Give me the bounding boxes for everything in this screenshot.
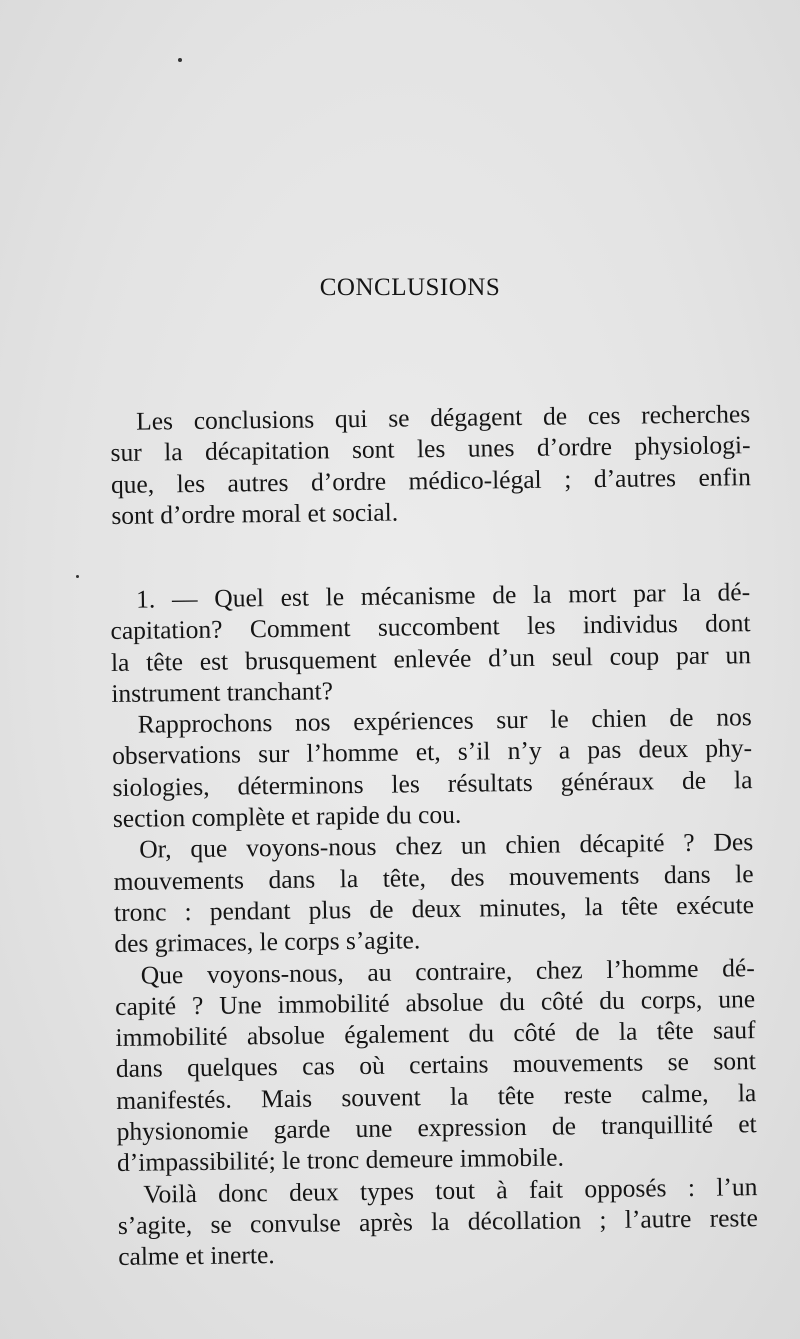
text-line: Que voyons-nous, au contraire, chez l’homme dé-: [140, 952, 755, 990]
text-line: capitation? Comment succombent les individus dont: [110, 608, 751, 646]
text-line: la tête est brusquement enlevée d’un seul coup par un: [110, 639, 752, 677]
text-line: sur la décapitation sont les unes d’ordre physiologi-: [110, 430, 751, 468]
text-line: d’impassibilité; le tronc demeure immobile.: [116, 1142, 565, 1178]
text-line: instrument tranchant?: [111, 676, 334, 708]
text-line: des grimaces, le corps s’agite.: [114, 925, 421, 959]
chapter-title: CONCLUSIONS: [319, 274, 501, 301]
section-1: [110, 576, 758, 1272]
text-line: calme et inerte.: [118, 1240, 275, 1272]
ink-speck: [76, 575, 79, 578]
text-line: observations sur l’homme et, s’il n’y a pas deux phy-: [111, 733, 753, 771]
text-line: sont d’ordre moral et social.: [111, 497, 399, 530]
text-line: Rapprochons nos expériences sur le chien de nos: [137, 702, 752, 739]
text-line: que, les autres d’ordre médico-légal ; d’autres enfin: [110, 461, 752, 499]
text-line: mouvements dans la tête, des mouvements dans le: [113, 858, 754, 896]
text-line: siologies, déterminons les résultats généraux de la: [112, 764, 753, 802]
text-line: section complète et rapide du cou.: [112, 799, 462, 834]
text-line: physionomie garde une expression de tranquillité et: [116, 1109, 757, 1147]
text-line: tronc : pendant plus de deux minutes, la tête exécute: [113, 890, 755, 927]
text-line: 1. — Quel est le mécanisme de la mort par la dé-: [136, 577, 751, 614]
text-line: s’agite, se convulse après la décollation ; l’autre reste: [117, 1203, 758, 1240]
text-line: manifestés. Mais souvent la tête reste calme, la: [116, 1077, 757, 1115]
text-line: Les conclusions qui se dégagent de ces recherches: [136, 399, 751, 436]
text-line: Or, que voyons-nous chez un chien décapité ? Des: [139, 827, 754, 865]
text-line: Voilà donc deux types tout à fait opposés : l’un: [143, 1171, 758, 1209]
text-line: capité ? Une immobilité absolue du côté du corps, une: [114, 984, 756, 1021]
text-line: immobilité absolue également du côté de la tête sauf: [115, 1015, 756, 1053]
text-line: dans quelques cas où certains mouvements se sont: [115, 1046, 757, 1084]
ink-speck: [178, 58, 182, 62]
intro-paragraph: [110, 398, 751, 531]
